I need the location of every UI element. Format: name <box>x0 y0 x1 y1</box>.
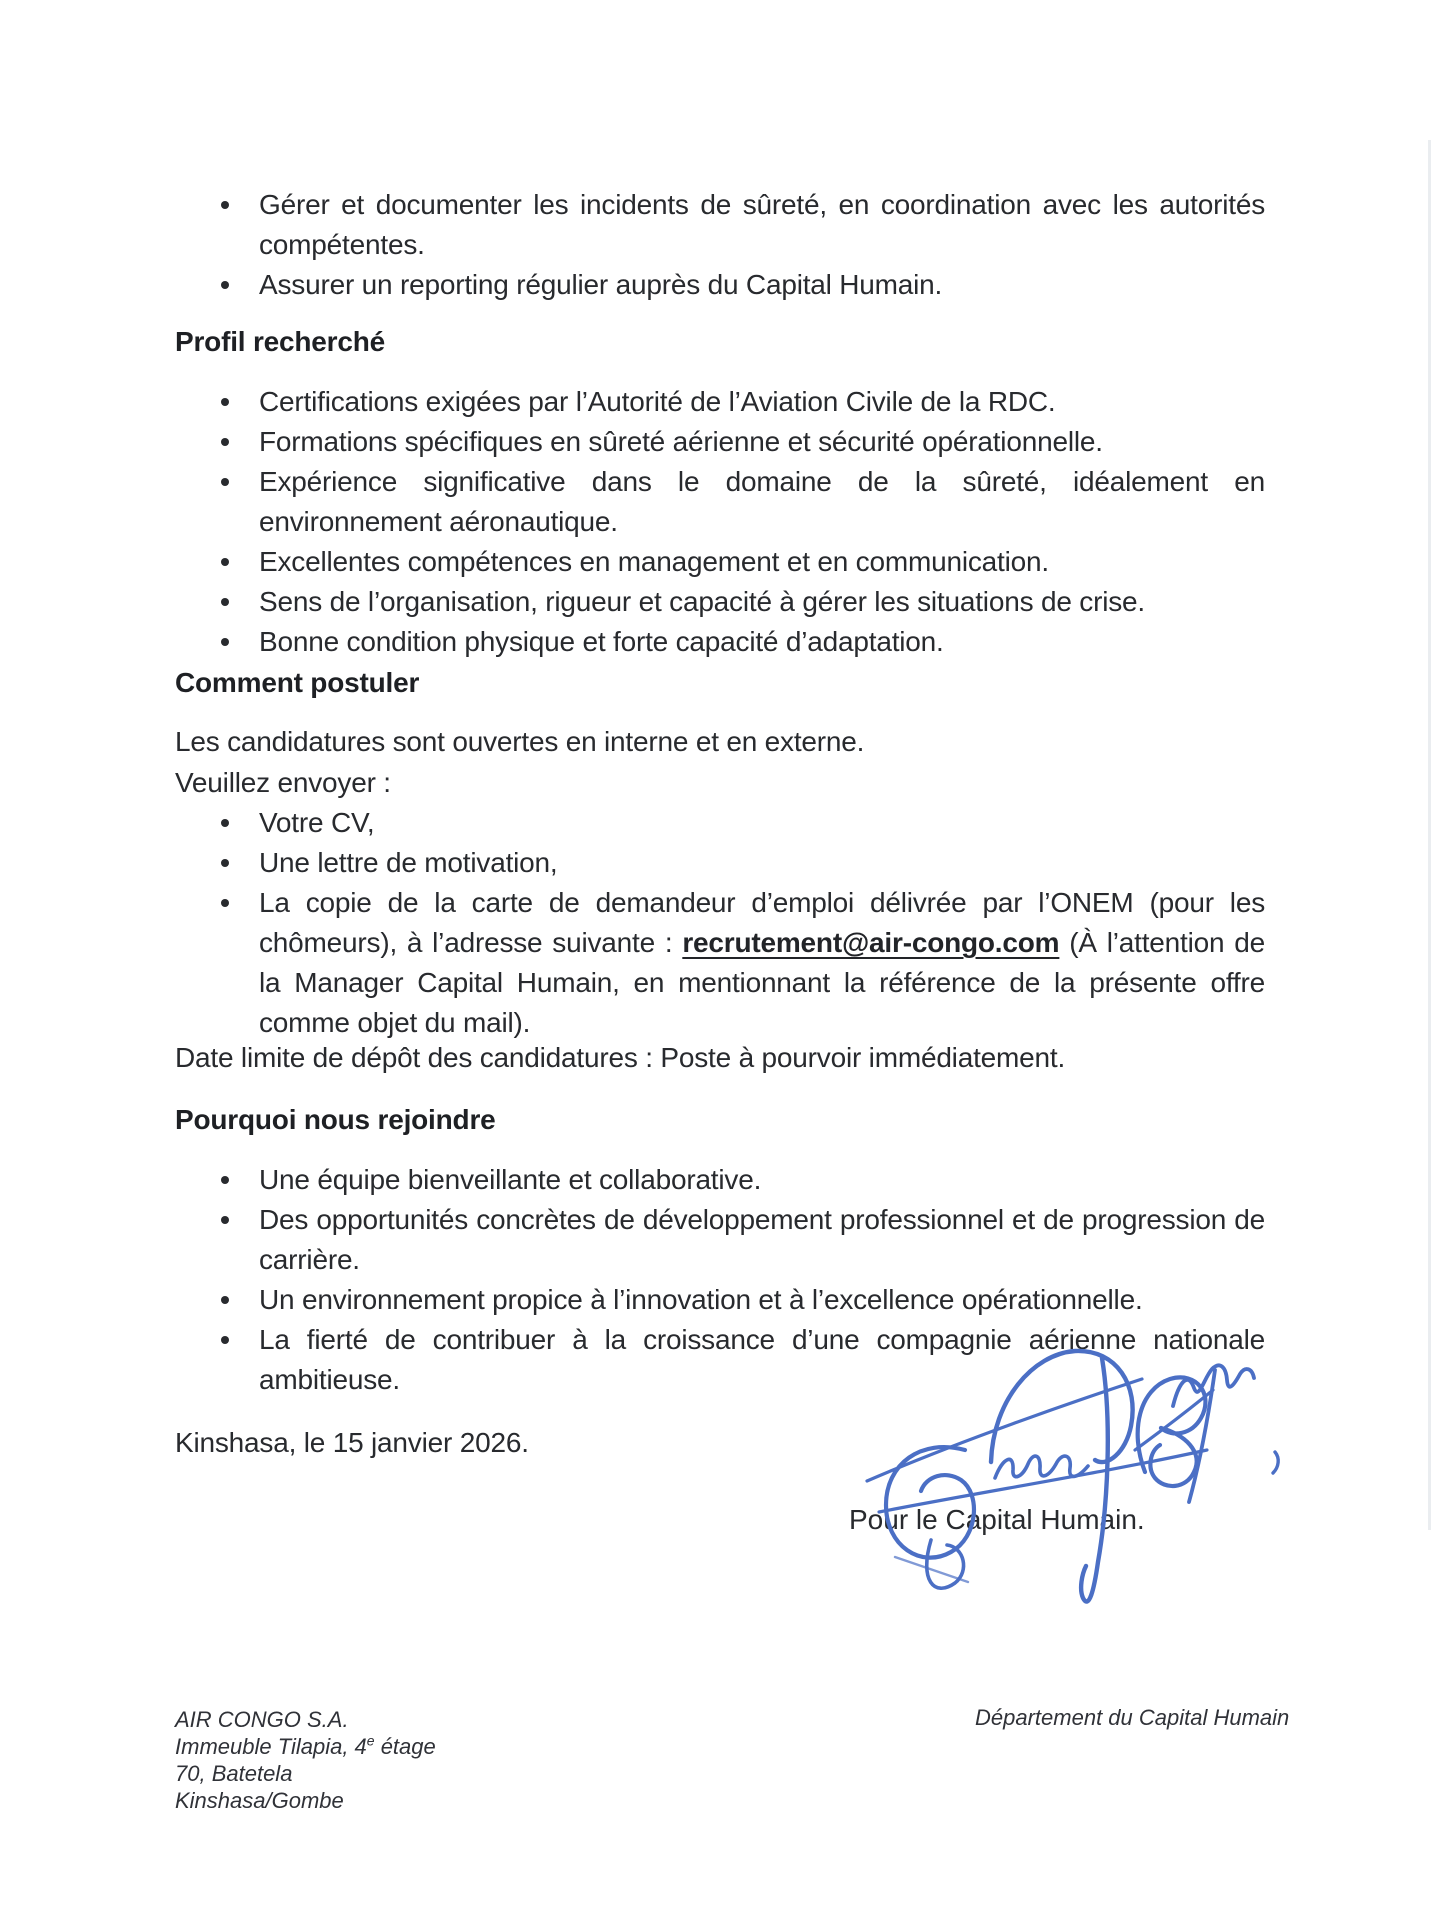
list-item: Votre CV, <box>175 803 1265 843</box>
application-text-before: La copie de la carte de demandeur d’emploi délivrée par l’ONEM (pour les chômeurs), à l’adresse suivante : <box>259 887 1265 958</box>
list-item: Une lettre de motivation, <box>175 843 1265 883</box>
list-item: La fierté de contribuer à la croissance d’une compagnie aérienne nationale ambitieuse. <box>175 1320 1265 1400</box>
list-item: Des opportunités concrètes de développement professionnel et de progression de carrière. <box>175 1200 1265 1280</box>
scan-edge-line <box>1428 140 1431 1530</box>
paragraph-candidatures: Les candidatures sont ouvertes en interne et en externe. <box>175 726 865 757</box>
footer-department: Département du Capital Humain <box>975 1705 1290 1730</box>
list-item: Excellentes compétences en management et en communication. <box>175 542 1265 582</box>
footer-company-address <box>175 1706 436 1814</box>
list-item: Un environnement propice à l’innovation et à l’excellence opérationnelle. <box>175 1280 1265 1320</box>
application-text-after: (À l’attention de la Manager Capital Humain, en mentionnant la référence de la présente offre comme objet du mail). <box>259 927 1265 1038</box>
list-item: Expérience significative dans le domaine de la sûreté, idéalement en environnement aéronautique. <box>175 462 1265 542</box>
date-place-line: Kinshasa, le 15 janvier 2026. <box>175 1427 529 1458</box>
section-heading-comment-postuler: Comment postuler <box>175 667 420 698</box>
signer-line: Pour le Capital Humain. <box>849 1504 1145 1535</box>
footer-company-name: AIR CONGO S.A. <box>175 1707 349 1732</box>
paragraph-veuillez-envoyer: Veuillez envoyer : <box>175 767 391 798</box>
why-bullet-list <box>175 1160 1265 1400</box>
list-item: Assurer un reporting régulier auprès du Capital Humain. <box>175 265 1265 305</box>
application-documents-item <box>175 883 1265 1043</box>
list-item: Formations spécifiques en sûreté aérienne et sécurité opérationnelle. <box>175 422 1265 462</box>
footer-address-line1: Immeuble Tilapia, 4e étage <box>175 1732 436 1759</box>
apply-bullet-list <box>175 803 1265 1043</box>
footer-address-line2: 70, Batetela <box>175 1761 293 1786</box>
section-heading-profil: Profil recherché <box>175 326 385 357</box>
list-item: Bonne condition physique et forte capacité d’adaptation. <box>175 622 1265 662</box>
footer-address-line3: Kinshasa/Gombe <box>175 1788 344 1813</box>
list-item: Certifications exigées par l’Autorité de l’Aviation Civile de la RDC. <box>175 382 1265 422</box>
section-heading-pourquoi: Pourquoi nous rejoindre <box>175 1104 496 1135</box>
ordinal-superscript: e <box>366 1732 375 1749</box>
intro-bullet-list <box>175 185 1265 305</box>
list-item: Une équipe bienveillante et collaborative. <box>175 1160 1265 1200</box>
list-item: Sens de l’organisation, rigueur et capacité à gérer les situations de crise. <box>175 582 1265 622</box>
email-link[interactable]: recrutement@air-congo.com <box>682 927 1060 958</box>
list-item: Gérer et documenter les incidents de sûreté, en coordination avec les autorités compétentes. <box>175 185 1265 265</box>
paragraph-deadline: Date limite de dépôt des candidatures : Poste à pourvoir immédiatement. <box>175 1042 1066 1073</box>
profil-bullet-list <box>175 382 1265 662</box>
